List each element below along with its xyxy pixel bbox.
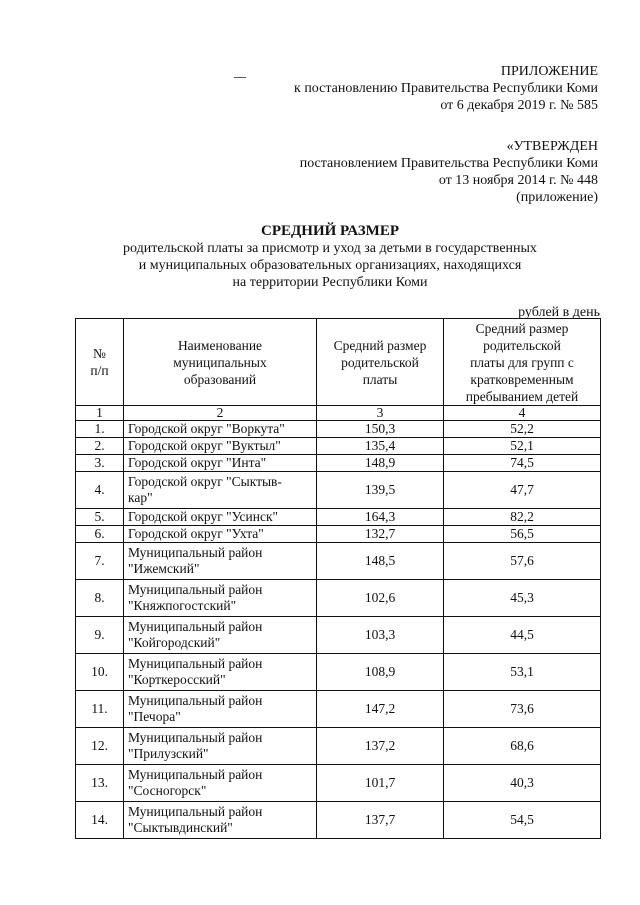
municipality-name-line: "Сосногорск"	[128, 783, 207, 798]
short-stay-fee-value: 73,6	[444, 691, 601, 728]
municipality-name-line: Муниципальный район	[128, 767, 263, 782]
average-fee-value: 108,9	[317, 654, 444, 691]
appendix-header	[294, 63, 598, 114]
table-row	[76, 691, 601, 728]
average-fee-value: 148,9	[317, 455, 444, 472]
municipality-name-line: "Печора"	[128, 709, 181, 724]
header-short-line: пребыванием детей	[465, 388, 579, 404]
municipality-name	[124, 654, 317, 691]
short-stay-fee-value: 44,5	[444, 617, 601, 654]
row-number: 11.	[76, 691, 124, 728]
table-body	[76, 421, 601, 839]
header-short-line: Средний размер	[475, 320, 569, 336]
average-fee-value: 139,5	[317, 472, 444, 509]
margin-mark	[234, 77, 246, 78]
municipality-name-line: Муниципальный район	[128, 730, 263, 745]
short-stay-fee-value: 52,2	[444, 421, 601, 438]
municipality-name	[124, 421, 317, 438]
average-fee-value: 102,6	[317, 580, 444, 617]
table-row	[76, 765, 601, 802]
municipality-name-line: Городской округ "Воркута"	[128, 421, 285, 436]
approval-line-1: постановлением Правительства Республики Коми	[299, 156, 598, 171]
municipality-name-line: Городской округ "Ухта"	[128, 526, 264, 541]
municipality-name	[124, 509, 317, 526]
row-number: 3.	[76, 455, 124, 472]
table-row	[76, 438, 601, 455]
header-name-line: образований	[183, 371, 257, 387]
average-fee-value: 150,3	[317, 421, 444, 438]
municipality-name-line: кар"	[128, 490, 153, 505]
header-short-line: платы для групп с	[470, 354, 574, 370]
average-fee-value: 137,2	[317, 728, 444, 765]
municipality-name	[124, 438, 317, 455]
row-number: 5.	[76, 509, 124, 526]
header-average-line: родительской	[341, 354, 419, 370]
municipality-name	[124, 691, 317, 728]
approval-line-2: от 13 ноября 2014 г. № 448	[438, 173, 598, 188]
row-number: 10.	[76, 654, 124, 691]
header-name	[124, 319, 317, 406]
header-number	[76, 319, 124, 406]
municipality-name-line: "Койгородский"	[128, 635, 221, 650]
approval-header	[300, 138, 598, 206]
fee-table	[75, 318, 601, 839]
header-average-fee	[317, 319, 444, 406]
short-stay-fee-value: 47,7	[444, 472, 601, 509]
table-row	[76, 509, 601, 526]
column-number: 2	[124, 406, 317, 421]
average-fee-value: 148,5	[317, 543, 444, 580]
short-stay-fee-value: 56,5	[444, 526, 601, 543]
table-row	[76, 421, 601, 438]
header-average-line: платы	[362, 371, 398, 387]
average-fee-value: 137,7	[317, 802, 444, 839]
municipality-name-line: Муниципальный район	[128, 582, 263, 597]
header-average-line: Средний размер	[333, 337, 427, 353]
municipality-name	[124, 526, 317, 543]
table-row	[76, 580, 601, 617]
municipality-name	[124, 617, 317, 654]
table-row	[76, 654, 601, 691]
title-block	[60, 222, 600, 291]
table-row	[76, 802, 601, 839]
short-stay-fee-value: 82,2	[444, 509, 601, 526]
municipality-name-line: "Княжпогостский"	[128, 598, 237, 613]
units-label: рублей в день	[518, 305, 600, 320]
subtitle-line-3: на территории Республики Коми	[232, 275, 428, 290]
average-fee-value: 101,7	[317, 765, 444, 802]
row-number: 1.	[76, 421, 124, 438]
table-row	[76, 472, 601, 509]
header-short-line: родительской	[483, 337, 561, 353]
municipality-name-line: Муниципальный район	[128, 619, 263, 634]
municipality-name-line: "Ижемский"	[128, 561, 200, 576]
municipality-name	[124, 580, 317, 617]
municipality-name-line: Муниципальный район	[128, 804, 263, 819]
municipality-name	[124, 543, 317, 580]
table-row	[76, 617, 601, 654]
average-fee-value: 147,2	[317, 691, 444, 728]
municipality-name-line: "Сыктывдинский"	[128, 820, 233, 835]
header-name-line: муниципальных	[173, 354, 267, 370]
short-stay-fee-value: 40,3	[444, 765, 601, 802]
row-number: 12.	[76, 728, 124, 765]
column-number: 1	[76, 406, 124, 421]
row-number: 7.	[76, 543, 124, 580]
short-stay-fee-value: 54,5	[444, 802, 601, 839]
row-number: 2.	[76, 438, 124, 455]
appendix-line-2: от 6 декабря 2019 г. № 585	[440, 98, 598, 113]
column-number-row	[76, 406, 601, 421]
short-stay-fee-value: 74,5	[444, 455, 601, 472]
average-fee-value: 135,4	[317, 438, 444, 455]
average-fee-value: 164,3	[317, 509, 444, 526]
header-number-line: п/п	[90, 363, 109, 378]
municipality-name	[124, 472, 317, 509]
header-number-line: №	[93, 346, 106, 361]
average-fee-value: 132,7	[317, 526, 444, 543]
header-short-stay-fee	[444, 319, 601, 406]
subtitle-line-1: родительской платы за присмотр и уход за детьми в государственных	[123, 241, 537, 256]
municipality-name-line: Муниципальный район	[128, 656, 263, 671]
row-number: 8.	[76, 580, 124, 617]
column-number: 3	[317, 406, 444, 421]
document-title: СРЕДНИЙ РАЗМЕР	[260, 223, 400, 239]
subtitle-line-2: и муниципальных образовательных организациях, находящихся	[138, 258, 522, 273]
municipality-name	[124, 728, 317, 765]
table-row	[76, 543, 601, 580]
municipality-name	[124, 455, 317, 472]
short-stay-fee-value: 57,6	[444, 543, 601, 580]
municipality-name	[124, 765, 317, 802]
approval-line-3: (приложение)	[516, 190, 598, 205]
row-number: 13.	[76, 765, 124, 802]
short-stay-fee-value: 53,1	[444, 654, 601, 691]
header-short-line: кратковременным	[470, 371, 574, 387]
short-stay-fee-value: 52,1	[444, 438, 601, 455]
municipality-name-line: Городской округ "Вуктыл"	[128, 438, 281, 453]
row-number: 4.	[76, 472, 124, 509]
municipality-name-line: Городской округ "Сыктыв-	[128, 474, 282, 489]
short-stay-fee-value: 68,6	[444, 728, 601, 765]
row-number: 6.	[76, 526, 124, 543]
municipality-name-line: "Прилузский"	[128, 746, 209, 761]
appendix-label: ПРИЛОЖЕНИЕ	[500, 64, 598, 79]
municipality-name-line: Городской округ "Инта"	[128, 455, 267, 470]
row-number: 14.	[76, 802, 124, 839]
row-number: 9.	[76, 617, 124, 654]
table-row	[76, 526, 601, 543]
municipality-name-line: "Корткеросский"	[128, 672, 226, 687]
approval-label: «УТВЕРЖДЕН	[506, 139, 598, 154]
column-number: 4	[444, 406, 601, 421]
municipality-name-line: Городской округ "Усинск"	[128, 509, 279, 524]
municipality-name	[124, 802, 317, 839]
short-stay-fee-value: 45,3	[444, 580, 601, 617]
table-header-row	[76, 319, 601, 406]
appendix-line-1: к постановлению Правительства Республики Коми	[294, 81, 598, 96]
table-row	[76, 455, 601, 472]
table-row	[76, 728, 601, 765]
average-fee-value: 103,3	[317, 617, 444, 654]
municipality-name-line: Муниципальный район	[128, 693, 263, 708]
municipality-name-line: Муниципальный район	[128, 545, 263, 560]
header-name-line: Наименование	[177, 337, 263, 353]
